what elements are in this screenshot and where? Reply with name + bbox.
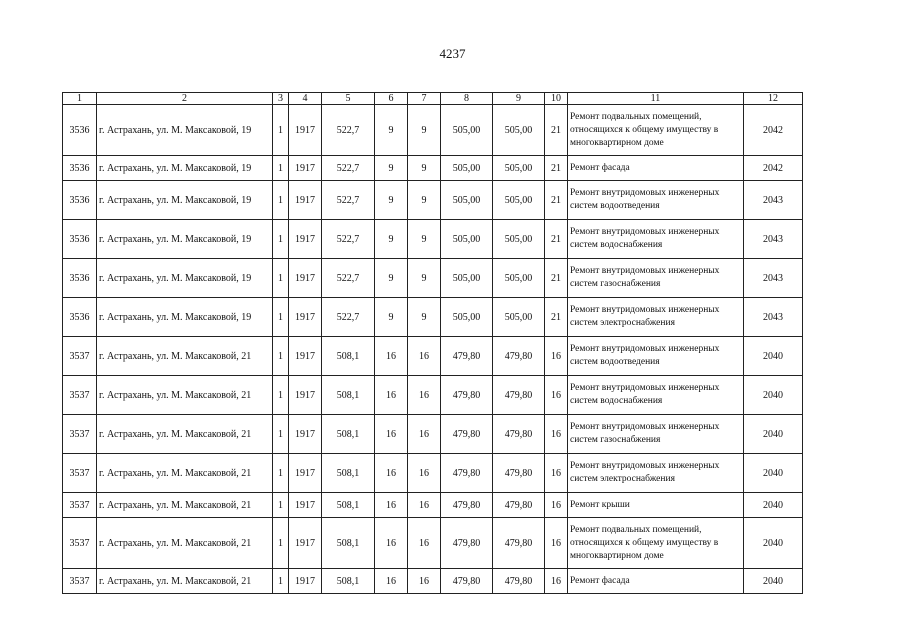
living-area-cell: 505,00 xyxy=(441,181,493,220)
residential-area-cell: 505,00 xyxy=(493,181,545,220)
table-header xyxy=(63,93,803,105)
total-area-cell: 522,7 xyxy=(322,259,375,298)
record-id-cell: 3537 xyxy=(63,376,97,415)
floors-cell: 16 xyxy=(545,518,568,569)
apartments-cell: 16 xyxy=(375,376,408,415)
column-number: 3 xyxy=(273,93,289,105)
building-count-cell: 1 xyxy=(273,105,289,156)
column-number-row xyxy=(63,93,803,105)
year-built-cell: 1917 xyxy=(289,569,322,594)
residents-cell: 16 xyxy=(408,415,441,454)
total-area-cell: 508,1 xyxy=(322,493,375,518)
planned-year-cell: 2040 xyxy=(744,569,803,594)
living-area-cell: 505,00 xyxy=(441,105,493,156)
total-area-cell: 508,1 xyxy=(322,518,375,569)
building-count-cell: 1 xyxy=(273,376,289,415)
record-id-cell: 3536 xyxy=(63,298,97,337)
record-id-cell: 3537 xyxy=(63,493,97,518)
year-built-cell: 1917 xyxy=(289,259,322,298)
living-area-cell: 479,80 xyxy=(441,493,493,518)
table-row xyxy=(63,298,803,337)
residential-area-cell: 479,80 xyxy=(493,454,545,493)
planned-year-cell: 2040 xyxy=(744,415,803,454)
total-area-cell: 522,7 xyxy=(322,156,375,181)
residents-cell: 16 xyxy=(408,337,441,376)
table-row xyxy=(63,454,803,493)
building-count-cell: 1 xyxy=(273,298,289,337)
work-type-cell: Ремонт подвальных помещений, относящихся к общему имуществу в многоквартирном доме xyxy=(568,105,744,156)
record-id-cell: 3536 xyxy=(63,105,97,156)
apartments-cell: 9 xyxy=(375,259,408,298)
capital-repair-table xyxy=(62,92,803,594)
work-type-cell: Ремонт внутридомовых инженерных систем электроснабжения xyxy=(568,298,744,337)
building-count-cell: 1 xyxy=(273,259,289,298)
total-area-cell: 508,1 xyxy=(322,569,375,594)
floors-cell: 16 xyxy=(545,337,568,376)
address-cell: г. Астрахань, ул. М. Максаковой, 21 xyxy=(97,337,273,376)
address-cell: г. Астрахань, ул. М. Максаковой, 19 xyxy=(97,298,273,337)
address-cell: г. Астрахань, ул. М. Максаковой, 21 xyxy=(97,493,273,518)
column-number: 12 xyxy=(744,93,803,105)
apartments-cell: 9 xyxy=(375,105,408,156)
residential-area-cell: 479,80 xyxy=(493,415,545,454)
residential-area-cell: 505,00 xyxy=(493,156,545,181)
record-id-cell: 3537 xyxy=(63,454,97,493)
work-type-cell: Ремонт внутридомовых инженерных систем газоснабжения xyxy=(568,415,744,454)
floors-cell: 16 xyxy=(545,376,568,415)
residential-area-cell: 479,80 xyxy=(493,337,545,376)
apartments-cell: 16 xyxy=(375,337,408,376)
address-cell: г. Астрахань, ул. М. Максаковой, 21 xyxy=(97,569,273,594)
table-row xyxy=(63,415,803,454)
residents-cell: 9 xyxy=(408,105,441,156)
living-area-cell: 505,00 xyxy=(441,156,493,181)
record-id-cell: 3537 xyxy=(63,415,97,454)
year-built-cell: 1917 xyxy=(289,337,322,376)
residents-cell: 16 xyxy=(408,493,441,518)
planned-year-cell: 2043 xyxy=(744,220,803,259)
record-id-cell: 3536 xyxy=(63,259,97,298)
living-area-cell: 505,00 xyxy=(441,220,493,259)
address-cell: г. Астрахань, ул. М. Максаковой, 19 xyxy=(97,156,273,181)
column-number: 6 xyxy=(375,93,408,105)
residential-area-cell: 505,00 xyxy=(493,220,545,259)
table-row xyxy=(63,259,803,298)
column-number: 1 xyxy=(63,93,97,105)
apartments-cell: 16 xyxy=(375,518,408,569)
total-area-cell: 508,1 xyxy=(322,454,375,493)
table-row xyxy=(63,337,803,376)
address-cell: г. Астрахань, ул. М. Максаковой, 19 xyxy=(97,181,273,220)
table-row xyxy=(63,518,803,569)
work-type-cell: Ремонт фасада xyxy=(568,569,744,594)
year-built-cell: 1917 xyxy=(289,105,322,156)
table-row xyxy=(63,181,803,220)
page-number: 4237 xyxy=(439,46,466,61)
year-built-cell: 1917 xyxy=(289,454,322,493)
year-built-cell: 1917 xyxy=(289,493,322,518)
planned-year-cell: 2043 xyxy=(744,259,803,298)
year-built-cell: 1917 xyxy=(289,181,322,220)
record-id-cell: 3537 xyxy=(63,518,97,569)
planned-year-cell: 2040 xyxy=(744,493,803,518)
living-area-cell: 479,80 xyxy=(441,454,493,493)
residential-area-cell: 505,00 xyxy=(493,259,545,298)
apartments-cell: 16 xyxy=(375,415,408,454)
total-area-cell: 508,1 xyxy=(322,415,375,454)
living-area-cell: 479,80 xyxy=(441,518,493,569)
floors-cell: 21 xyxy=(545,105,568,156)
floors-cell: 21 xyxy=(545,298,568,337)
living-area-cell: 479,80 xyxy=(441,337,493,376)
floors-cell: 21 xyxy=(545,156,568,181)
living-area-cell: 479,80 xyxy=(441,376,493,415)
building-count-cell: 1 xyxy=(273,493,289,518)
year-built-cell: 1917 xyxy=(289,156,322,181)
living-area-cell: 505,00 xyxy=(441,259,493,298)
work-type-cell: Ремонт фасада xyxy=(568,156,744,181)
address-cell: г. Астрахань, ул. М. Максаковой, 21 xyxy=(97,454,273,493)
table-row xyxy=(63,156,803,181)
record-id-cell: 3536 xyxy=(63,181,97,220)
column-number: 8 xyxy=(441,93,493,105)
living-area-cell: 479,80 xyxy=(441,415,493,454)
apartments-cell: 9 xyxy=(375,181,408,220)
total-area-cell: 508,1 xyxy=(322,337,375,376)
address-cell: г. Астрахань, ул. М. Максаковой, 21 xyxy=(97,518,273,569)
building-count-cell: 1 xyxy=(273,181,289,220)
table-row xyxy=(63,376,803,415)
residential-area-cell: 479,80 xyxy=(493,376,545,415)
planned-year-cell: 2043 xyxy=(744,181,803,220)
column-number: 11 xyxy=(568,93,744,105)
planned-year-cell: 2040 xyxy=(744,454,803,493)
record-id-cell: 3536 xyxy=(63,156,97,181)
total-area-cell: 522,7 xyxy=(322,298,375,337)
building-count-cell: 1 xyxy=(273,518,289,569)
planned-year-cell: 2040 xyxy=(744,337,803,376)
residents-cell: 16 xyxy=(408,376,441,415)
residential-area-cell: 479,80 xyxy=(493,493,545,518)
floors-cell: 16 xyxy=(545,415,568,454)
living-area-cell: 505,00 xyxy=(441,298,493,337)
year-built-cell: 1917 xyxy=(289,415,322,454)
floors-cell: 16 xyxy=(545,454,568,493)
residents-cell: 9 xyxy=(408,181,441,220)
planned-year-cell: 2040 xyxy=(744,518,803,569)
work-type-cell: Ремонт внутридомовых инженерных систем электроснабжения xyxy=(568,454,744,493)
building-count-cell: 1 xyxy=(273,569,289,594)
apartments-cell: 16 xyxy=(375,569,408,594)
work-type-cell: Ремонт внутридомовых инженерных систем водоотведения xyxy=(568,337,744,376)
floors-cell: 16 xyxy=(545,569,568,594)
living-area-cell: 479,80 xyxy=(441,569,493,594)
address-cell: г. Астрахань, ул. М. Максаковой, 21 xyxy=(97,415,273,454)
work-type-cell: Ремонт внутридомовых инженерных систем водоснабжения xyxy=(568,376,744,415)
column-number: 7 xyxy=(408,93,441,105)
floors-cell: 21 xyxy=(545,220,568,259)
building-count-cell: 1 xyxy=(273,415,289,454)
address-cell: г. Астрахань, ул. М. Максаковой, 19 xyxy=(97,220,273,259)
table-row xyxy=(63,105,803,156)
address-cell: г. Астрахань, ул. М. Максаковой, 21 xyxy=(97,376,273,415)
residents-cell: 9 xyxy=(408,156,441,181)
work-type-cell: Ремонт внутридомовых инженерных систем газоснабжения xyxy=(568,259,744,298)
planned-year-cell: 2042 xyxy=(744,156,803,181)
apartments-cell: 16 xyxy=(375,454,408,493)
record-id-cell: 3536 xyxy=(63,220,97,259)
floors-cell: 21 xyxy=(545,181,568,220)
building-count-cell: 1 xyxy=(273,337,289,376)
apartments-cell: 9 xyxy=(375,220,408,259)
column-number: 2 xyxy=(97,93,273,105)
building-count-cell: 1 xyxy=(273,454,289,493)
floors-cell: 16 xyxy=(545,493,568,518)
year-built-cell: 1917 xyxy=(289,298,322,337)
apartments-cell: 16 xyxy=(375,493,408,518)
residents-cell: 9 xyxy=(408,298,441,337)
residential-area-cell: 479,80 xyxy=(493,518,545,569)
residential-area-cell: 505,00 xyxy=(493,298,545,337)
floors-cell: 21 xyxy=(545,259,568,298)
total-area-cell: 508,1 xyxy=(322,376,375,415)
residents-cell: 16 xyxy=(408,454,441,493)
apartments-cell: 9 xyxy=(375,298,408,337)
column-number: 9 xyxy=(493,93,545,105)
residents-cell: 9 xyxy=(408,220,441,259)
building-count-cell: 1 xyxy=(273,220,289,259)
residents-cell: 16 xyxy=(408,569,441,594)
residents-cell: 9 xyxy=(408,259,441,298)
table-row xyxy=(63,220,803,259)
column-number: 5 xyxy=(322,93,375,105)
address-cell: г. Астрахань, ул. М. Максаковой, 19 xyxy=(97,259,273,298)
planned-year-cell: 2043 xyxy=(744,298,803,337)
record-id-cell: 3537 xyxy=(63,569,97,594)
residents-cell: 16 xyxy=(408,518,441,569)
apartments-cell: 9 xyxy=(375,156,408,181)
column-number: 10 xyxy=(545,93,568,105)
record-id-cell: 3537 xyxy=(63,337,97,376)
work-type-cell: Ремонт крыши xyxy=(568,493,744,518)
table-body xyxy=(63,105,803,594)
planned-year-cell: 2040 xyxy=(744,376,803,415)
building-count-cell: 1 xyxy=(273,156,289,181)
total-area-cell: 522,7 xyxy=(322,105,375,156)
planned-year-cell: 2042 xyxy=(744,105,803,156)
residential-area-cell: 479,80 xyxy=(493,569,545,594)
year-built-cell: 1917 xyxy=(289,518,322,569)
total-area-cell: 522,7 xyxy=(322,220,375,259)
work-type-cell: Ремонт внутридомовых инженерных систем водоотведения xyxy=(568,181,744,220)
work-type-cell: Ремонт подвальных помещений, относящихся к общему имуществу в многоквартирном доме xyxy=(568,518,744,569)
table-row xyxy=(63,569,803,594)
column-number: 4 xyxy=(289,93,322,105)
work-type-cell: Ремонт внутридомовых инженерных систем водоснабжения xyxy=(568,220,744,259)
table-row xyxy=(63,493,803,518)
total-area-cell: 522,7 xyxy=(322,181,375,220)
year-built-cell: 1917 xyxy=(289,376,322,415)
year-built-cell: 1917 xyxy=(289,220,322,259)
address-cell: г. Астрахань, ул. М. Максаковой, 19 xyxy=(97,105,273,156)
residential-area-cell: 505,00 xyxy=(493,105,545,156)
